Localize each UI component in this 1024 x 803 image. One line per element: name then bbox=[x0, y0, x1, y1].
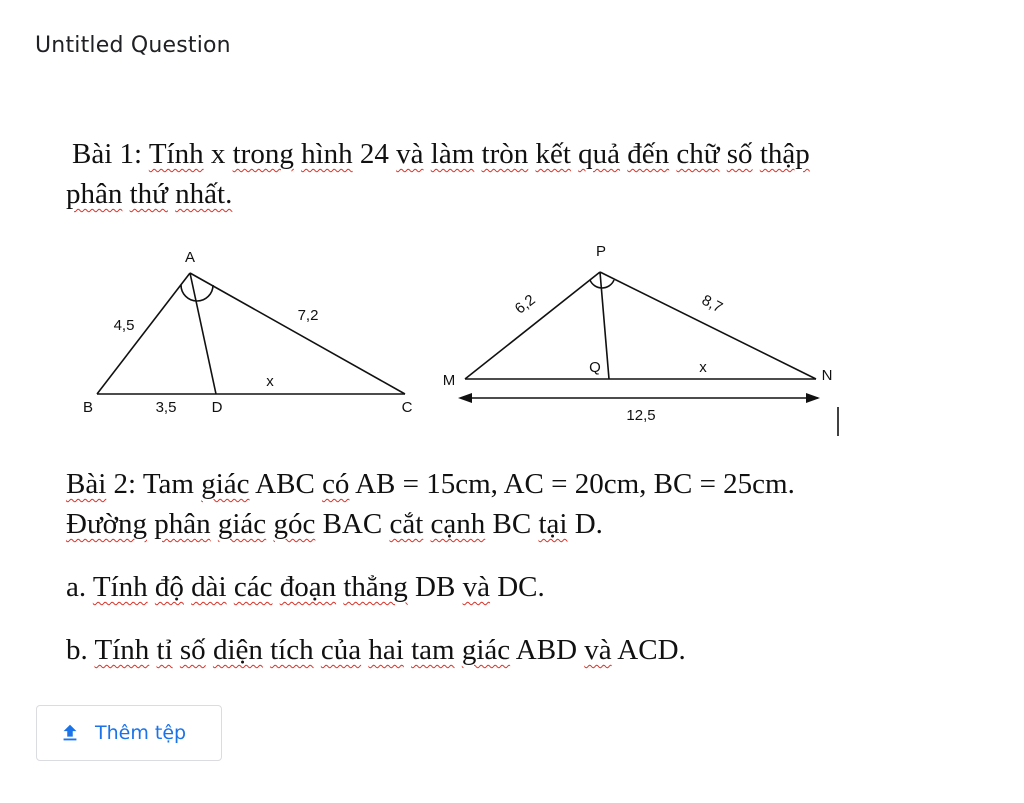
text-word: x bbox=[210, 138, 226, 170]
text-word: làm bbox=[430, 138, 475, 170]
upload-icon bbox=[59, 722, 81, 744]
bai1-line1 bbox=[72, 140, 810, 169]
text-word: đến bbox=[627, 138, 670, 170]
text-word: kết bbox=[535, 138, 571, 170]
text-word: tỉ bbox=[156, 634, 173, 666]
label-x-left: x bbox=[266, 373, 274, 390]
label-c: C bbox=[401, 399, 413, 416]
label-a: A bbox=[184, 249, 196, 266]
text-word: tam bbox=[411, 634, 455, 666]
text-word: 24 bbox=[359, 138, 389, 170]
text-word: tròn bbox=[481, 138, 529, 170]
text-word: số bbox=[726, 138, 753, 170]
question-title: Untitled Question bbox=[35, 33, 231, 58]
text-word: a. bbox=[66, 571, 87, 603]
text-word: hình bbox=[301, 138, 353, 170]
bai2-line1 bbox=[66, 470, 795, 499]
part-b-line bbox=[66, 636, 686, 665]
label-q: Q bbox=[589, 359, 601, 376]
label-x-right: x bbox=[699, 359, 707, 376]
text-word: các bbox=[233, 571, 273, 603]
label-ab-length: 4,5 bbox=[113, 317, 135, 334]
text-word: dài bbox=[191, 571, 227, 603]
label-pn-length: 8,7 bbox=[698, 291, 726, 317]
question-image bbox=[40, 118, 990, 688]
label-d: D bbox=[211, 399, 223, 416]
text-word: hai bbox=[368, 634, 404, 666]
text-word: đoạn bbox=[279, 571, 337, 603]
text-word: của bbox=[320, 634, 362, 666]
text-word: Bài 1: bbox=[72, 138, 143, 170]
bai2-line2 bbox=[66, 510, 603, 539]
text-word: giác bbox=[461, 634, 511, 666]
text-word: b. bbox=[66, 634, 88, 666]
text-word: BAC bbox=[322, 508, 383, 540]
label-pm-length: 6,2 bbox=[511, 291, 539, 318]
add-file-button[interactable] bbox=[36, 705, 222, 761]
label-b: B bbox=[82, 399, 94, 416]
text-word: diện bbox=[212, 634, 263, 666]
angle-mark-a bbox=[181, 285, 213, 301]
text-word: tích bbox=[270, 634, 314, 666]
text-word: giác bbox=[217, 508, 267, 540]
text-word: DC. bbox=[497, 571, 545, 603]
text-word: Đường bbox=[66, 508, 147, 540]
segment-ab bbox=[97, 273, 190, 394]
text-word: và bbox=[584, 634, 612, 666]
part-a-line bbox=[66, 573, 545, 602]
label-p: P bbox=[595, 243, 607, 260]
text-word: và bbox=[462, 571, 490, 603]
text-word: BC bbox=[492, 508, 532, 540]
text-word: ACD. bbox=[617, 634, 686, 666]
text-word: Tính bbox=[94, 634, 150, 666]
text-word: cắt bbox=[389, 508, 424, 540]
text-word: số bbox=[179, 634, 206, 666]
text-word: AB = 15cm, AC = 20cm, BC = 25cm. bbox=[355, 468, 795, 500]
add-file-label: Thêm tệp bbox=[95, 722, 187, 744]
label-bd-length: 3,5 bbox=[155, 399, 177, 416]
text-word: phân bbox=[154, 508, 211, 540]
text-word: nhất. bbox=[175, 178, 233, 210]
label-n: N bbox=[821, 367, 833, 384]
label-ac-length: 7,2 bbox=[297, 307, 319, 324]
text-word: độ bbox=[154, 571, 184, 603]
triangle-abc bbox=[97, 273, 405, 394]
text-word: Bài bbox=[66, 468, 107, 500]
text-word: quả bbox=[578, 138, 621, 170]
text-word: 2: bbox=[113, 468, 137, 500]
text-word: thập bbox=[759, 138, 810, 170]
text-word: Tam bbox=[142, 468, 194, 500]
text-word: Tính bbox=[148, 138, 204, 170]
arrowhead-left bbox=[458, 393, 472, 403]
label-m: M bbox=[442, 372, 456, 389]
text-word: chữ bbox=[676, 138, 720, 170]
bai1-line2 bbox=[66, 180, 232, 209]
text-word: ABC bbox=[255, 468, 315, 500]
text-word: DB bbox=[415, 571, 456, 603]
text-word: tại bbox=[538, 508, 568, 540]
text-word: có bbox=[322, 468, 350, 500]
text-word: ABD bbox=[515, 634, 578, 666]
segment-ac bbox=[190, 273, 405, 394]
text-word: giác bbox=[201, 468, 250, 500]
label-mn-length: 12,5 bbox=[626, 407, 656, 424]
text-word: D. bbox=[574, 508, 603, 540]
text-word: cạnh bbox=[430, 508, 486, 540]
text-word: thẳng bbox=[343, 571, 408, 603]
arrowhead-right bbox=[806, 393, 820, 403]
text-word: phân bbox=[66, 178, 123, 210]
text-word: trong bbox=[232, 138, 294, 170]
text-word: góc bbox=[273, 508, 316, 540]
text-word: thứ bbox=[129, 178, 168, 210]
text-word: và bbox=[396, 138, 424, 170]
text-word: Tính bbox=[92, 571, 148, 603]
segment-pn bbox=[600, 272, 816, 379]
segment-pm bbox=[465, 272, 600, 379]
